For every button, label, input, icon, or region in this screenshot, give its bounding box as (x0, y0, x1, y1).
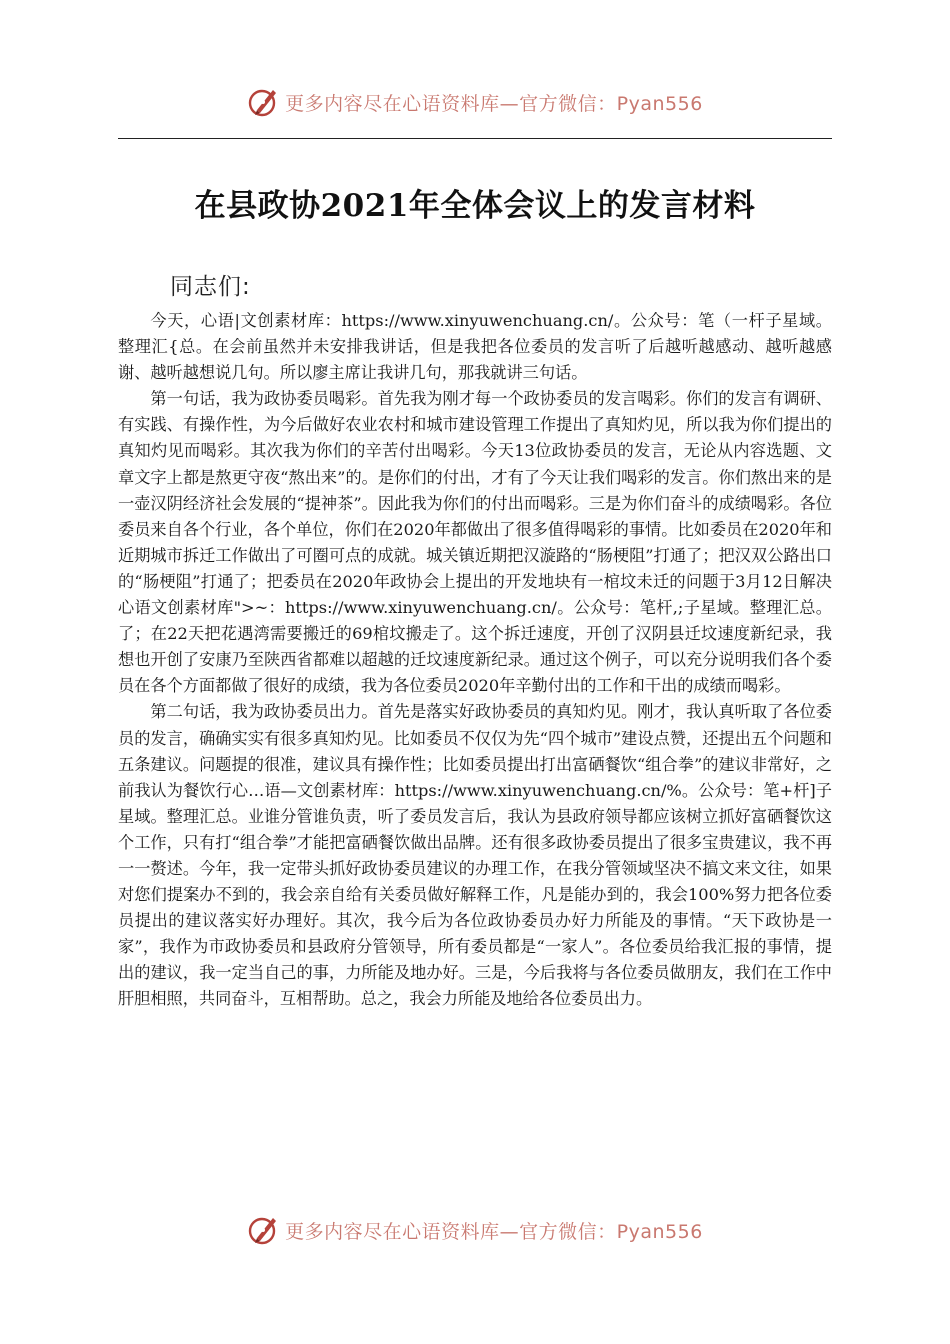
header-divider (118, 138, 832, 139)
footer-banner (0, 1210, 950, 1250)
paragraph-2: 第一句话，我为政协委员喝彩。首先我为刚才每一个政协委员的发言喝彩。你们的发言有调研、有实践、有操作性，为今后做好农业农村和城市建设管理工作提出了真知灼见，所以我为你们提出的真知灼见而喝彩。其次我为你们的辛苦付出喝彩。今天13位政协委员的发言，无论从内容选题、文章文字上都是熬更守夜“熬出来”的。是你们的付出，才有了今天让我们喝彩的发言。你们熬出来的是一壶汉阴经济社会发展的“提神茶”。因此我为你们的付出而喝彩。三是为你们奋斗的成绩喝彩。各位委员来自各个行业，各个单位，你们在2020年都做出了很多值得喝彩的事情。比如委员在2020年和近期城市拆迁工作做出了可圈可点的成就。城关镇近期把汉漩路的“肠梗阻”打通了；把汉双公路出口的“肠梗阻”打通了；把委员在2020年政协会上提出的开发地块有一棺坟未迁的问题于3月12日解决心语文创素材库">~：https://www.xinyuwenchuang.cn/。公众号：笔杆,;子星域。整理汇总。了；在22天把花遇湾需要搬迁的69棺坟搬走了。这个拆迁速度，开创了汉阴县迁坟速度新纪录，我想也开创了安康乃至陕西省都难以超越的迁坟速度新纪录。通过这个例子，可以充分说明我们各个委员在各个方面都做了很好的成绩，我为各位委员2020年辛勤付出的工作和干出的成绩而喝彩。 (118, 389, 832, 696)
document-title: 在县政协2021年全体会议上的发言材料 (194, 188, 756, 224)
pen-logo-icon (247, 1213, 281, 1247)
footer-banner-text: 更多内容尽在心语资料库—官方微信：Pyan556 (285, 1220, 703, 1243)
salutation: 同志们: (170, 274, 251, 300)
document-body (118, 308, 832, 1013)
header-banner-text: 更多内容尽在心语资料库—官方微信：Pyan556 (285, 92, 703, 115)
header-banner (0, 82, 950, 122)
paragraph-3: 第二句话，我为政协委员出力。首先是落实好政协委员的真知灼见。刚才，我认真听取了各位委员的发言，确确实实有很多真知灼见。比如委员不仅仅为先“四个城市”建设点赞，还提出五个问题和五条建议。问题提的很准，建议具有操作性；比如委员提出打出富硒餐饮“组合拳”的建议非常好，之前我认为餐饮行心…语—文创素材库：https://www.xinyuwenchuang.cn/%。公众号：笔+杆]子星域。整理汇总。业谁分管谁负责，听了委员发言后，我认为县政府领导都应该树立抓好富硒餐饮这个工作，只有打“组合拳”才能把富硒餐饮做出品牌。还有很多政协委员提出了很多宝贵建议，我不再一一赘述。今年，我一定带头抓好政协委员建议的办理工作，在我分管领域坚决不搞文来文往，如果对您们提案办不到的，我会亲自给有关委员做好解释工作，凡是能办到的，我会100%努力把各位委员提出的建议落实好办理好。其次，我今后为各位政协委员办好力所能及的事情。“天下政协是一家”，我作为市政协委员和县政府分管领导，所有委员都是“一家人”。各位委员给我汇报的事情，提出的建议，我一定当自己的事，力所能及地办好。三是，今后我将与各位委员做朋友，我们在工作中肝胆相照，共同奋斗，互相帮助。总之，我会力所能及地给各位委员出力。 (118, 702, 832, 1009)
pen-logo-icon (247, 85, 281, 119)
paragraph-1: 今天，心语|文创素材库：https://www.xinyuwenchuang.cn/。公众号：笔（一杆子星域。整理汇{总。在会前虽然并未安排我讲话，但是我把各位委员的发言听了后越听越感动、越听越感谢、越听越想说几句。所以廖主席让我讲几句，那我就讲三句话。 (118, 311, 832, 383)
